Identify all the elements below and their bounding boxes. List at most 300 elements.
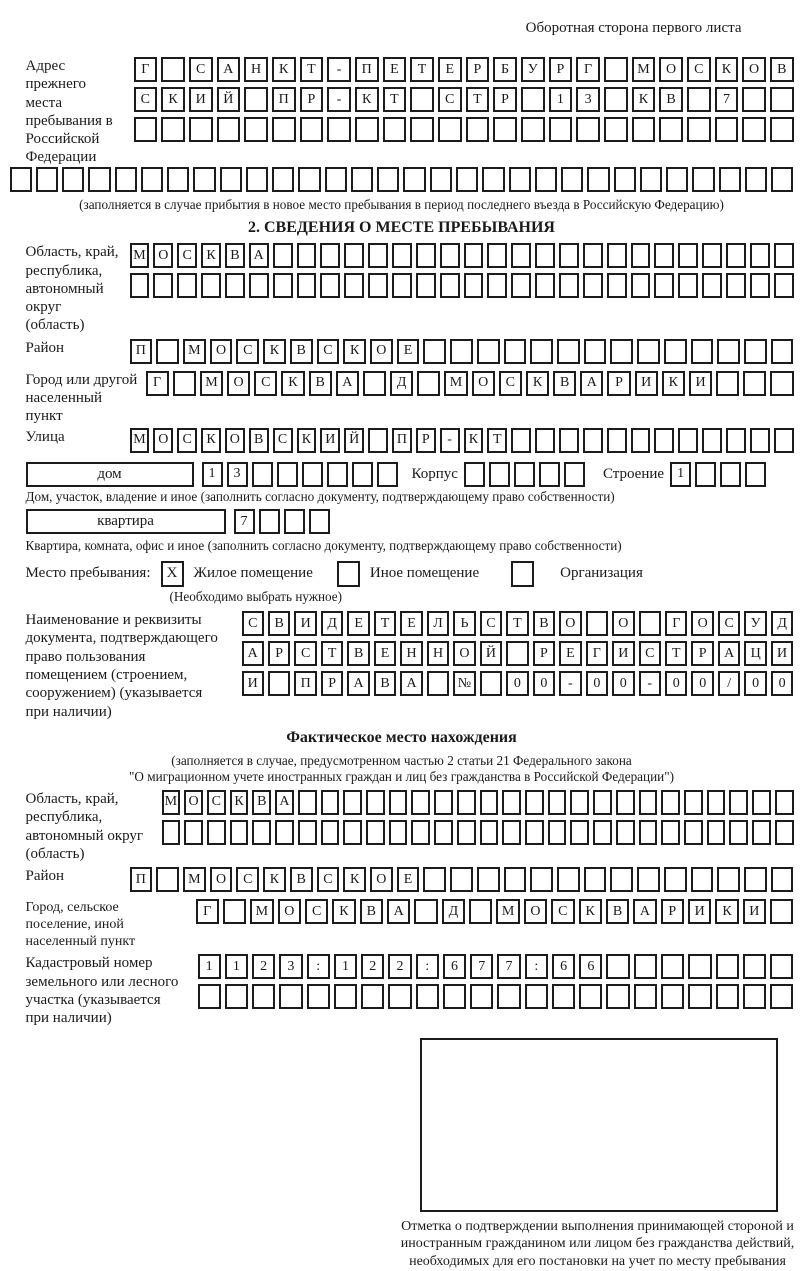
- char-cell[interactable]: К: [632, 87, 656, 112]
- char-cell[interactable]: [664, 339, 687, 364]
- char-cell[interactable]: [775, 790, 794, 815]
- char-cell[interactable]: [502, 790, 521, 815]
- char-cell[interactable]: [297, 243, 317, 268]
- char-cell[interactable]: [707, 820, 726, 845]
- char-cell[interactable]: Д: [442, 899, 465, 924]
- prev-address-row-4[interactable]: [10, 167, 794, 192]
- char-cell[interactable]: К: [715, 57, 739, 82]
- char-cell[interactable]: Й: [344, 428, 364, 453]
- char-cell[interactable]: [774, 243, 794, 268]
- char-cell[interactable]: [743, 984, 766, 1009]
- char-cell[interactable]: [487, 273, 507, 298]
- char-cell[interactable]: [707, 790, 726, 815]
- char-cell[interactable]: 6: [579, 954, 602, 979]
- char-cell[interactable]: [535, 243, 555, 268]
- char-cell[interactable]: К: [263, 867, 286, 892]
- char-cell[interactable]: О: [472, 371, 495, 396]
- char-cell[interactable]: [464, 273, 484, 298]
- char-cell[interactable]: [770, 899, 793, 924]
- char-cell[interactable]: [770, 87, 794, 112]
- char-cell[interactable]: 2: [388, 954, 411, 979]
- char-cell[interactable]: [770, 954, 793, 979]
- char-cell[interactable]: Т: [506, 611, 528, 636]
- char-cell[interactable]: [509, 167, 531, 192]
- char-cell[interactable]: С: [273, 428, 293, 453]
- char-cell[interactable]: 7: [234, 509, 255, 534]
- char-cell[interactable]: [377, 167, 399, 192]
- char-cell[interactable]: [506, 641, 528, 666]
- char-cell[interactable]: [530, 339, 553, 364]
- char-cell[interactable]: О: [370, 867, 393, 892]
- char-cell[interactable]: В: [553, 371, 576, 396]
- char-cell[interactable]: [750, 428, 770, 453]
- char-cell[interactable]: Е: [559, 641, 581, 666]
- char-cell[interactable]: [559, 273, 579, 298]
- actual-region-row-2[interactable]: [162, 820, 794, 845]
- char-cell[interactable]: [252, 820, 271, 845]
- char-cell[interactable]: -: [559, 671, 581, 696]
- char-cell[interactable]: С: [480, 611, 502, 636]
- char-cell[interactable]: Ц: [744, 641, 766, 666]
- char-cell[interactable]: 6: [443, 954, 466, 979]
- char-cell[interactable]: [743, 371, 766, 396]
- char-cell[interactable]: И: [189, 87, 213, 112]
- char-cell[interactable]: [480, 820, 499, 845]
- char-cell[interactable]: [729, 790, 748, 815]
- cadastre-row-2[interactable]: [198, 984, 794, 1009]
- char-cell[interactable]: [771, 167, 793, 192]
- char-cell[interactable]: [752, 820, 771, 845]
- char-cell[interactable]: [702, 243, 722, 268]
- char-cell[interactable]: И: [320, 428, 340, 453]
- char-cell[interactable]: [36, 167, 58, 192]
- char-cell[interactable]: [249, 273, 269, 298]
- char-cell[interactable]: [368, 273, 388, 298]
- char-cell[interactable]: [715, 117, 739, 142]
- char-cell[interactable]: [774, 273, 794, 298]
- char-cell[interactable]: [774, 428, 794, 453]
- char-cell[interactable]: [173, 371, 196, 396]
- char-cell[interactable]: [351, 167, 373, 192]
- char-cell[interactable]: -: [639, 671, 661, 696]
- char-cell[interactable]: Е: [347, 611, 369, 636]
- char-cell[interactable]: К: [263, 339, 286, 364]
- char-cell[interactable]: [134, 117, 158, 142]
- char-cell[interactable]: М: [130, 428, 150, 453]
- char-cell[interactable]: [678, 273, 698, 298]
- char-cell[interactable]: М: [444, 371, 467, 396]
- char-cell[interactable]: А: [718, 641, 740, 666]
- char-cell[interactable]: [678, 243, 698, 268]
- char-cell[interactable]: О: [227, 371, 250, 396]
- char-cell[interactable]: [480, 790, 499, 815]
- char-cell[interactable]: Г: [665, 611, 687, 636]
- char-cell[interactable]: [277, 462, 298, 487]
- char-cell[interactable]: 0: [771, 671, 793, 696]
- char-cell[interactable]: [607, 428, 627, 453]
- char-cell[interactable]: [770, 371, 793, 396]
- actual-city-row[interactable]: [196, 899, 794, 924]
- char-cell[interactable]: К: [332, 899, 355, 924]
- char-cell[interactable]: [593, 820, 612, 845]
- char-cell[interactable]: В: [533, 611, 555, 636]
- char-cell[interactable]: Т: [410, 57, 434, 82]
- char-cell[interactable]: В: [374, 671, 396, 696]
- checkbox-other-premises[interactable]: [337, 561, 360, 587]
- char-cell[interactable]: К: [355, 87, 379, 112]
- char-cell[interactable]: В: [249, 428, 269, 453]
- char-cell[interactable]: 3: [227, 462, 248, 487]
- char-cell[interactable]: -: [440, 428, 460, 453]
- char-cell[interactable]: [115, 167, 137, 192]
- char-cell[interactable]: [576, 117, 600, 142]
- district-row[interactable]: [130, 339, 794, 364]
- char-cell[interactable]: [634, 954, 657, 979]
- char-cell[interactable]: Д: [390, 371, 413, 396]
- char-cell[interactable]: [525, 790, 544, 815]
- document-row-1[interactable]: [242, 611, 794, 636]
- char-cell[interactable]: К: [201, 428, 221, 453]
- char-cell[interactable]: К: [715, 899, 738, 924]
- char-cell[interactable]: [742, 117, 766, 142]
- char-cell[interactable]: П: [392, 428, 412, 453]
- char-cell[interactable]: И: [635, 371, 658, 396]
- char-cell[interactable]: [742, 87, 766, 112]
- char-cell[interactable]: Н: [427, 641, 449, 666]
- char-cell[interactable]: [678, 428, 698, 453]
- region-row-1[interactable]: [130, 243, 794, 268]
- char-cell[interactable]: [654, 273, 674, 298]
- char-cell[interactable]: [416, 273, 436, 298]
- char-cell[interactable]: [692, 167, 714, 192]
- char-cell[interactable]: С: [189, 57, 213, 82]
- char-cell[interactable]: [504, 867, 527, 892]
- char-cell[interactable]: [511, 243, 531, 268]
- char-cell[interactable]: [688, 954, 711, 979]
- char-cell[interactable]: С: [317, 867, 340, 892]
- char-cell[interactable]: [691, 867, 714, 892]
- char-cell[interactable]: И: [242, 671, 264, 696]
- char-cell[interactable]: [583, 273, 603, 298]
- char-cell[interactable]: О: [742, 57, 766, 82]
- char-cell[interactable]: [225, 273, 245, 298]
- char-cell[interactable]: [464, 243, 484, 268]
- char-cell[interactable]: [559, 428, 579, 453]
- char-cell[interactable]: [604, 57, 628, 82]
- char-cell[interactable]: И: [688, 899, 711, 924]
- char-cell[interactable]: [252, 462, 273, 487]
- char-cell[interactable]: 0: [665, 671, 687, 696]
- char-cell[interactable]: [225, 984, 248, 1009]
- char-cell[interactable]: [771, 867, 794, 892]
- char-cell[interactable]: [244, 117, 268, 142]
- char-cell[interactable]: [559, 243, 579, 268]
- korpus-cells[interactable]: [464, 462, 585, 487]
- char-cell[interactable]: В: [770, 57, 794, 82]
- char-cell[interactable]: [530, 867, 553, 892]
- char-cell[interactable]: [259, 509, 280, 534]
- char-cell[interactable]: [504, 339, 527, 364]
- char-cell[interactable]: О: [184, 790, 203, 815]
- char-cell[interactable]: А: [336, 371, 359, 396]
- char-cell[interactable]: Ь: [453, 611, 475, 636]
- char-cell[interactable]: [743, 954, 766, 979]
- char-cell[interactable]: [639, 790, 658, 815]
- char-cell[interactable]: А: [347, 671, 369, 696]
- char-cell[interactable]: [273, 243, 293, 268]
- char-cell[interactable]: [548, 790, 567, 815]
- char-cell[interactable]: К: [201, 243, 221, 268]
- char-cell[interactable]: К: [230, 790, 249, 815]
- char-cell[interactable]: [389, 790, 408, 815]
- char-cell[interactable]: О: [524, 899, 547, 924]
- char-cell[interactable]: [716, 954, 739, 979]
- char-cell[interactable]: [688, 984, 711, 1009]
- char-cell[interactable]: Р: [321, 671, 343, 696]
- char-cell[interactable]: С: [294, 641, 316, 666]
- checkbox-organization[interactable]: [511, 561, 534, 587]
- checkbox-residential[interactable]: X: [161, 561, 184, 587]
- char-cell[interactable]: [230, 820, 249, 845]
- actual-district-row[interactable]: [130, 867, 794, 892]
- char-cell[interactable]: С: [499, 371, 522, 396]
- char-cell[interactable]: О: [210, 867, 233, 892]
- char-cell[interactable]: [410, 117, 434, 142]
- char-cell[interactable]: [334, 984, 357, 1009]
- char-cell[interactable]: К: [343, 867, 366, 892]
- street-row[interactable]: [130, 428, 794, 453]
- char-cell[interactable]: С: [177, 428, 197, 453]
- char-cell[interactable]: [570, 820, 589, 845]
- char-cell[interactable]: С: [242, 611, 264, 636]
- char-cell[interactable]: [717, 867, 740, 892]
- char-cell[interactable]: В: [360, 899, 383, 924]
- char-cell[interactable]: [640, 167, 662, 192]
- char-cell[interactable]: [368, 243, 388, 268]
- char-cell[interactable]: [570, 790, 589, 815]
- char-cell[interactable]: У: [744, 611, 766, 636]
- char-cell[interactable]: О: [153, 428, 173, 453]
- char-cell[interactable]: [201, 273, 221, 298]
- char-cell[interactable]: [719, 167, 741, 192]
- char-cell[interactable]: [552, 984, 575, 1009]
- char-cell[interactable]: [321, 820, 340, 845]
- char-cell[interactable]: Т: [374, 611, 396, 636]
- char-cell[interactable]: К: [272, 57, 296, 82]
- char-cell[interactable]: [631, 428, 651, 453]
- char-cell[interactable]: [403, 167, 425, 192]
- char-cell[interactable]: 3: [576, 87, 600, 112]
- char-cell[interactable]: [744, 867, 767, 892]
- char-cell[interactable]: А: [400, 671, 422, 696]
- char-cell[interactable]: [252, 984, 275, 1009]
- char-cell[interactable]: [684, 790, 703, 815]
- char-cell[interactable]: Й: [480, 641, 502, 666]
- char-cell[interactable]: [771, 339, 794, 364]
- char-cell[interactable]: 3: [279, 954, 302, 979]
- stroenie-cells[interactable]: [670, 462, 766, 487]
- char-cell[interactable]: М: [632, 57, 656, 82]
- char-cell[interactable]: Р: [661, 899, 684, 924]
- char-cell[interactable]: [561, 167, 583, 192]
- char-cell[interactable]: К: [464, 428, 484, 453]
- char-cell[interactable]: И: [771, 641, 793, 666]
- char-cell[interactable]: [368, 428, 388, 453]
- char-cell[interactable]: В: [659, 87, 683, 112]
- char-cell[interactable]: [456, 167, 478, 192]
- char-cell[interactable]: М: [496, 899, 519, 924]
- char-cell[interactable]: О: [453, 641, 475, 666]
- char-cell[interactable]: -: [327, 57, 351, 82]
- char-cell[interactable]: П: [294, 671, 316, 696]
- char-cell[interactable]: Т: [665, 641, 687, 666]
- char-cell[interactable]: [607, 243, 627, 268]
- char-cell[interactable]: Е: [397, 339, 420, 364]
- char-cell[interactable]: [10, 167, 32, 192]
- char-cell[interactable]: [548, 820, 567, 845]
- char-cell[interactable]: [309, 509, 330, 534]
- char-cell[interactable]: В: [290, 867, 313, 892]
- char-cell[interactable]: [189, 117, 213, 142]
- char-cell[interactable]: [161, 57, 185, 82]
- char-cell[interactable]: [729, 820, 748, 845]
- char-cell[interactable]: 1: [202, 462, 223, 487]
- char-cell[interactable]: [720, 462, 741, 487]
- char-cell[interactable]: [427, 671, 449, 696]
- char-cell[interactable]: [450, 339, 473, 364]
- char-cell[interactable]: [411, 820, 430, 845]
- char-cell[interactable]: К: [662, 371, 685, 396]
- char-cell[interactable]: [130, 273, 150, 298]
- char-cell[interactable]: Р: [691, 641, 713, 666]
- char-cell[interactable]: [639, 820, 658, 845]
- char-cell[interactable]: С: [236, 867, 259, 892]
- char-cell[interactable]: Г: [586, 641, 608, 666]
- char-cell[interactable]: В: [290, 339, 313, 364]
- char-cell[interactable]: [614, 167, 636, 192]
- char-cell[interactable]: №: [453, 671, 475, 696]
- char-cell[interactable]: [687, 117, 711, 142]
- char-cell[interactable]: О: [225, 428, 245, 453]
- cadastre-row-1[interactable]: [198, 954, 794, 979]
- char-cell[interactable]: [366, 790, 385, 815]
- char-cell[interactable]: [466, 117, 490, 142]
- char-cell[interactable]: [352, 462, 373, 487]
- char-cell[interactable]: [423, 339, 446, 364]
- char-cell[interactable]: [193, 167, 215, 192]
- char-cell[interactable]: [434, 790, 453, 815]
- char-cell[interactable]: [366, 820, 385, 845]
- char-cell[interactable]: [661, 954, 684, 979]
- char-cell[interactable]: :: [307, 954, 330, 979]
- char-cell[interactable]: [557, 867, 580, 892]
- char-cell[interactable]: [616, 820, 635, 845]
- char-cell[interactable]: [327, 462, 348, 487]
- char-cell[interactable]: П: [272, 87, 296, 112]
- char-cell[interactable]: [525, 984, 548, 1009]
- char-cell[interactable]: [156, 867, 179, 892]
- char-cell[interactable]: [604, 117, 628, 142]
- char-cell[interactable]: С: [551, 899, 574, 924]
- char-cell[interactable]: [583, 243, 603, 268]
- char-cell[interactable]: Е: [374, 641, 396, 666]
- char-cell[interactable]: 0: [744, 671, 766, 696]
- char-cell[interactable]: /: [718, 671, 740, 696]
- char-cell[interactable]: Р: [607, 371, 630, 396]
- char-cell[interactable]: [410, 87, 434, 112]
- char-cell[interactable]: [659, 117, 683, 142]
- char-cell[interactable]: [377, 462, 398, 487]
- char-cell[interactable]: :: [416, 954, 439, 979]
- char-cell[interactable]: О: [153, 243, 173, 268]
- char-cell[interactable]: О: [559, 611, 581, 636]
- char-cell[interactable]: Р: [549, 57, 573, 82]
- char-cell[interactable]: [487, 243, 507, 268]
- char-cell[interactable]: 7: [715, 87, 739, 112]
- char-cell[interactable]: О: [370, 339, 393, 364]
- char-cell[interactable]: С: [639, 641, 661, 666]
- char-cell[interactable]: 7: [497, 954, 520, 979]
- char-cell[interactable]: [320, 243, 340, 268]
- char-cell[interactable]: 1: [225, 954, 248, 979]
- char-cell[interactable]: [744, 339, 767, 364]
- char-cell[interactable]: Г: [196, 899, 219, 924]
- char-cell[interactable]: С: [254, 371, 277, 396]
- char-cell[interactable]: [464, 462, 485, 487]
- char-cell[interactable]: [607, 273, 627, 298]
- char-cell[interactable]: П: [355, 57, 379, 82]
- char-cell[interactable]: О: [210, 339, 233, 364]
- char-cell[interactable]: [489, 462, 510, 487]
- char-cell[interactable]: [297, 273, 317, 298]
- char-cell[interactable]: [383, 117, 407, 142]
- char-cell[interactable]: [416, 243, 436, 268]
- char-cell[interactable]: [220, 167, 242, 192]
- char-cell[interactable]: [416, 984, 439, 1009]
- char-cell[interactable]: [223, 899, 246, 924]
- char-cell[interactable]: [430, 167, 452, 192]
- char-cell[interactable]: [141, 167, 163, 192]
- char-cell[interactable]: [493, 117, 517, 142]
- char-cell[interactable]: [637, 867, 660, 892]
- char-cell[interactable]: С: [134, 87, 158, 112]
- char-cell[interactable]: [770, 984, 793, 1009]
- char-cell[interactable]: [497, 984, 520, 1009]
- char-cell[interactable]: [587, 167, 609, 192]
- char-cell[interactable]: А: [249, 243, 269, 268]
- prev-address-row-2[interactable]: [134, 87, 794, 112]
- char-cell[interactable]: [634, 984, 657, 1009]
- char-cell[interactable]: [514, 462, 535, 487]
- prev-address-row-1[interactable]: [134, 57, 794, 82]
- char-cell[interactable]: О: [278, 899, 301, 924]
- char-cell[interactable]: [775, 820, 794, 845]
- char-cell[interactable]: Е: [397, 867, 420, 892]
- char-cell[interactable]: 1: [549, 87, 573, 112]
- char-cell[interactable]: О: [659, 57, 683, 82]
- char-cell[interactable]: [549, 117, 573, 142]
- char-cell[interactable]: 1: [198, 954, 221, 979]
- char-cell[interactable]: О: [691, 611, 713, 636]
- char-cell[interactable]: [434, 820, 453, 845]
- char-cell[interactable]: [745, 462, 766, 487]
- char-cell[interactable]: 1: [334, 954, 357, 979]
- char-cell[interactable]: [246, 167, 268, 192]
- char-cell[interactable]: [637, 339, 660, 364]
- char-cell[interactable]: М: [200, 371, 223, 396]
- char-cell[interactable]: [687, 87, 711, 112]
- char-cell[interactable]: [691, 339, 714, 364]
